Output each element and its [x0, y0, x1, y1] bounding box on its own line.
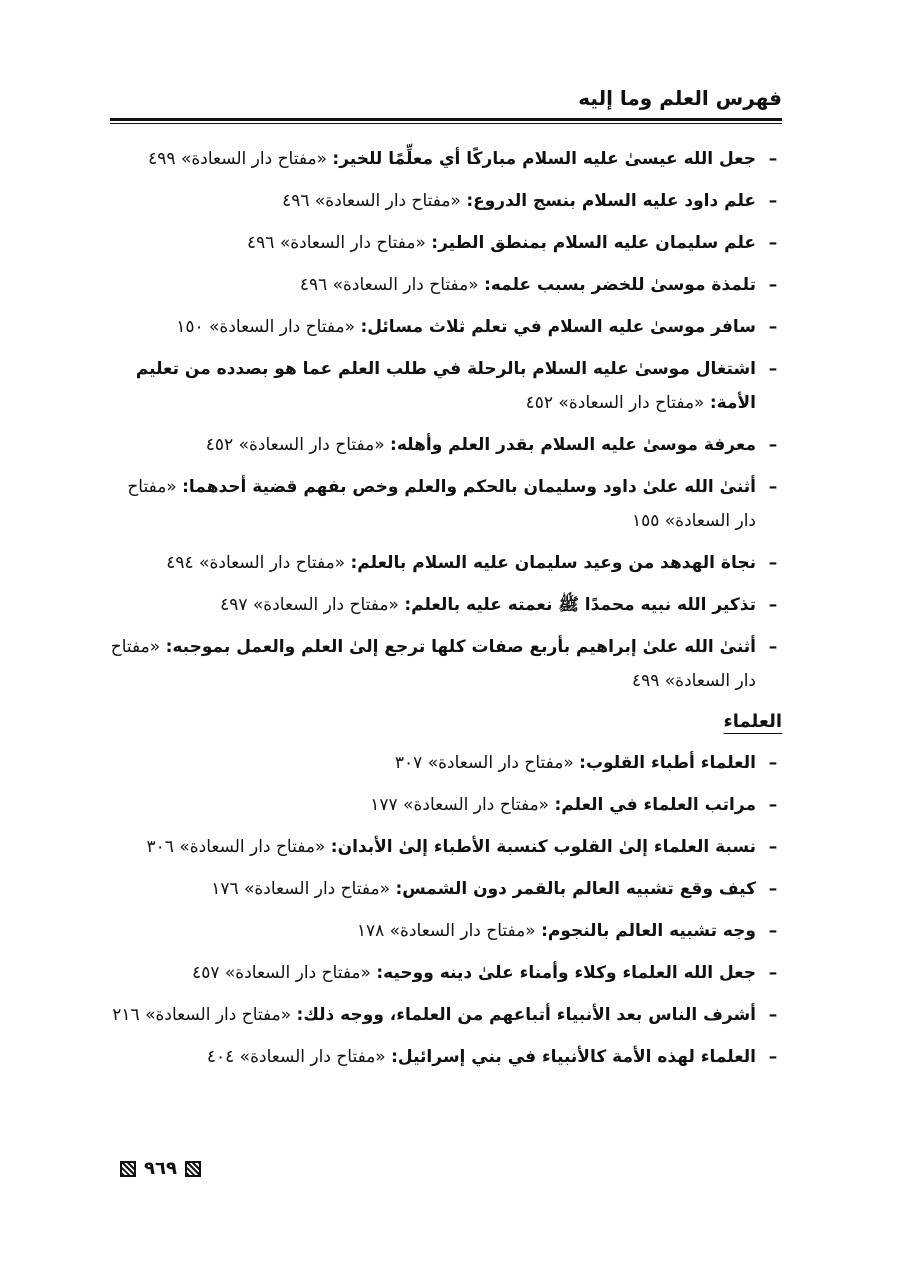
- index-entry: [110, 872, 782, 906]
- entry-dash: –: [768, 233, 778, 253]
- ornament-left-icon: [120, 1161, 136, 1177]
- index-entry: [110, 914, 782, 948]
- header-rule-thin: [110, 123, 782, 124]
- entry-reference: «مفتاح دار السعادة» ٤٥٧: [192, 963, 371, 983]
- entry-title: سافر موسىٰ عليه السلام في تعلم ثلاث مسائل:: [360, 317, 756, 337]
- entry-title: العلماء أطباء القلوب:: [579, 753, 756, 773]
- entry-title: أشرف الناس بعد الأنبياء أتباعهم من العلماء، ووجه ذلك:: [296, 1005, 756, 1025]
- entry-dash: –: [768, 149, 778, 169]
- index-entry: [110, 428, 782, 462]
- entry-reference: «مفتاح دار السعادة» ٤٥٢: [205, 435, 385, 455]
- entry-reference: «مفتاح دار السعادة» ١٧٨: [356, 921, 536, 941]
- entry-reference: «مفتاح دار السعادة» ٤٩٧: [220, 595, 399, 615]
- index-entry: [110, 310, 782, 344]
- index-entry: [110, 830, 782, 864]
- entry-reference: «مفتاح دار السعادة» ٤٩٤: [166, 553, 346, 573]
- header-rule-thick: [110, 118, 782, 121]
- entry-reference: «مفتاح دار السعادة» ٣٠٧: [394, 753, 574, 773]
- entry-dash: –: [768, 879, 778, 899]
- entry-title: أثنىٰ الله علىٰ إبراهيم بأربع صفات كلها ترجع إلىٰ العلم والعمل بموجبه:: [165, 637, 756, 657]
- entry-title: معرفة موسىٰ عليه السلام بقدر العلم وأهله:: [390, 435, 756, 455]
- entry-dash: –: [768, 317, 778, 337]
- index-entry: [110, 352, 782, 420]
- entries-list-scholars: [110, 746, 782, 1074]
- entry-reference: «مفتاح دار السعادة» ٤٩٩: [148, 149, 327, 169]
- entry-dash: –: [768, 191, 778, 211]
- index-entry: [110, 1040, 782, 1074]
- entry-reference: «مفتاح دار السعادة» ١٧٦: [211, 879, 391, 899]
- index-content: [110, 142, 782, 1082]
- entry-dash: –: [768, 359, 778, 379]
- entry-dash: –: [768, 921, 778, 941]
- entry-title: علم داود عليه السلام بنسج الدروع:: [466, 191, 756, 211]
- entry-reference: «مفتاح دار السعادة» ٤٩٩: [110, 637, 756, 691]
- index-entry: [110, 998, 782, 1032]
- entries-list-knowledge: [110, 142, 782, 698]
- entry-title: جعل الله عيسىٰ عليه السلام مباركًا أي معلِّمًا للخير:: [332, 149, 756, 169]
- entry-dash: –: [768, 1005, 778, 1025]
- entry-reference: «مفتاح دار السعادة» ٢١٦: [112, 1005, 292, 1025]
- page-header-title: فهرس العلم وما إليه: [578, 86, 782, 110]
- entry-reference: «مفتاح دار السعادة» ١٧٧: [370, 795, 550, 815]
- entry-dash: –: [768, 1047, 778, 1067]
- entry-dash: –: [768, 795, 778, 815]
- entry-title: نجاة الهدهد من وعيد سليمان عليه السلام بالعلم:: [350, 553, 756, 573]
- index-entry: [110, 268, 782, 302]
- section-heading-scholars: العلماء: [723, 711, 782, 732]
- entry-title: اشتغال موسىٰ عليه السلام بالرحلة في طلب العلم عما هو بصدده من تعليم الأمة:: [135, 359, 756, 413]
- index-entry: [110, 142, 782, 176]
- index-page: [110, 80, 782, 1200]
- index-entry: [110, 546, 782, 580]
- entry-title: علم سليمان عليه السلام بمنطق الطير:: [431, 233, 756, 253]
- entry-reference: «مفتاح دار السعادة» ٤٩٦: [282, 191, 461, 211]
- entry-dash: –: [768, 275, 778, 295]
- entry-title: وجه تشبيه العالم بالنجوم:: [541, 921, 756, 941]
- entry-dash: –: [768, 753, 778, 773]
- entry-reference: «مفتاح دار السعادة» ٤٩٦: [247, 233, 426, 253]
- entry-reference: «مفتاح دار السعادة» ٣٠٦: [146, 837, 326, 857]
- entry-reference: «مفتاح دار السعادة» ٤٥٢: [525, 393, 705, 413]
- entry-dash: –: [768, 637, 778, 657]
- entry-dash: –: [768, 963, 778, 983]
- index-entry: [110, 630, 782, 698]
- entry-dash: –: [768, 435, 778, 455]
- entry-reference: «مفتاح دار السعادة» ٤٠٤: [206, 1047, 386, 1067]
- entry-title: كيف وقع تشبيه العالم بالقمر دون الشمس:: [395, 879, 756, 899]
- index-entry: [110, 588, 782, 622]
- entry-title: مراتب العلماء في العلم:: [554, 795, 756, 815]
- page-footer: [120, 1158, 201, 1179]
- entry-dash: –: [768, 553, 778, 573]
- entry-reference: «مفتاح دار السعادة» ١٥٠: [176, 317, 356, 337]
- index-entry: [110, 470, 782, 538]
- entry-title: العلماء لهذه الأمة كالأنبياء في بني إسرائيل:: [391, 1047, 756, 1067]
- index-entry: [110, 788, 782, 822]
- index-entry: [110, 184, 782, 218]
- page-number: ٩٦٩: [144, 1158, 177, 1179]
- entry-title: تذكير الله نبيه محمدًا ﷺ نعمته عليه بالعلم:: [404, 595, 756, 615]
- ornament-right-icon: [185, 1161, 201, 1177]
- entry-title: جعل الله العلماء وكلاء وأمناء علىٰ دينه ووحيه:: [376, 963, 756, 983]
- entry-dash: –: [768, 595, 778, 615]
- entry-dash: –: [768, 837, 778, 857]
- entry-reference: «مفتاح دار السعادة» ٤٩٦: [299, 275, 479, 295]
- index-entry: [110, 746, 782, 780]
- entry-title: نسبة العلماء إلىٰ القلوب كنسبة الأطباء إلىٰ الأبدان:: [330, 837, 756, 857]
- entry-dash: –: [768, 477, 778, 497]
- index-entry: [110, 956, 782, 990]
- entry-title: تلمذة موسىٰ للخضر بسبب علمه:: [484, 275, 756, 295]
- entry-title: أثنىٰ الله علىٰ داود وسليمان بالحكم والعلم وخص بفهم قضية أحدهما:: [182, 477, 756, 497]
- index-entry: [110, 226, 782, 260]
- entry-reference: «مفتاح دار السعادة» ١٥٥: [127, 477, 756, 531]
